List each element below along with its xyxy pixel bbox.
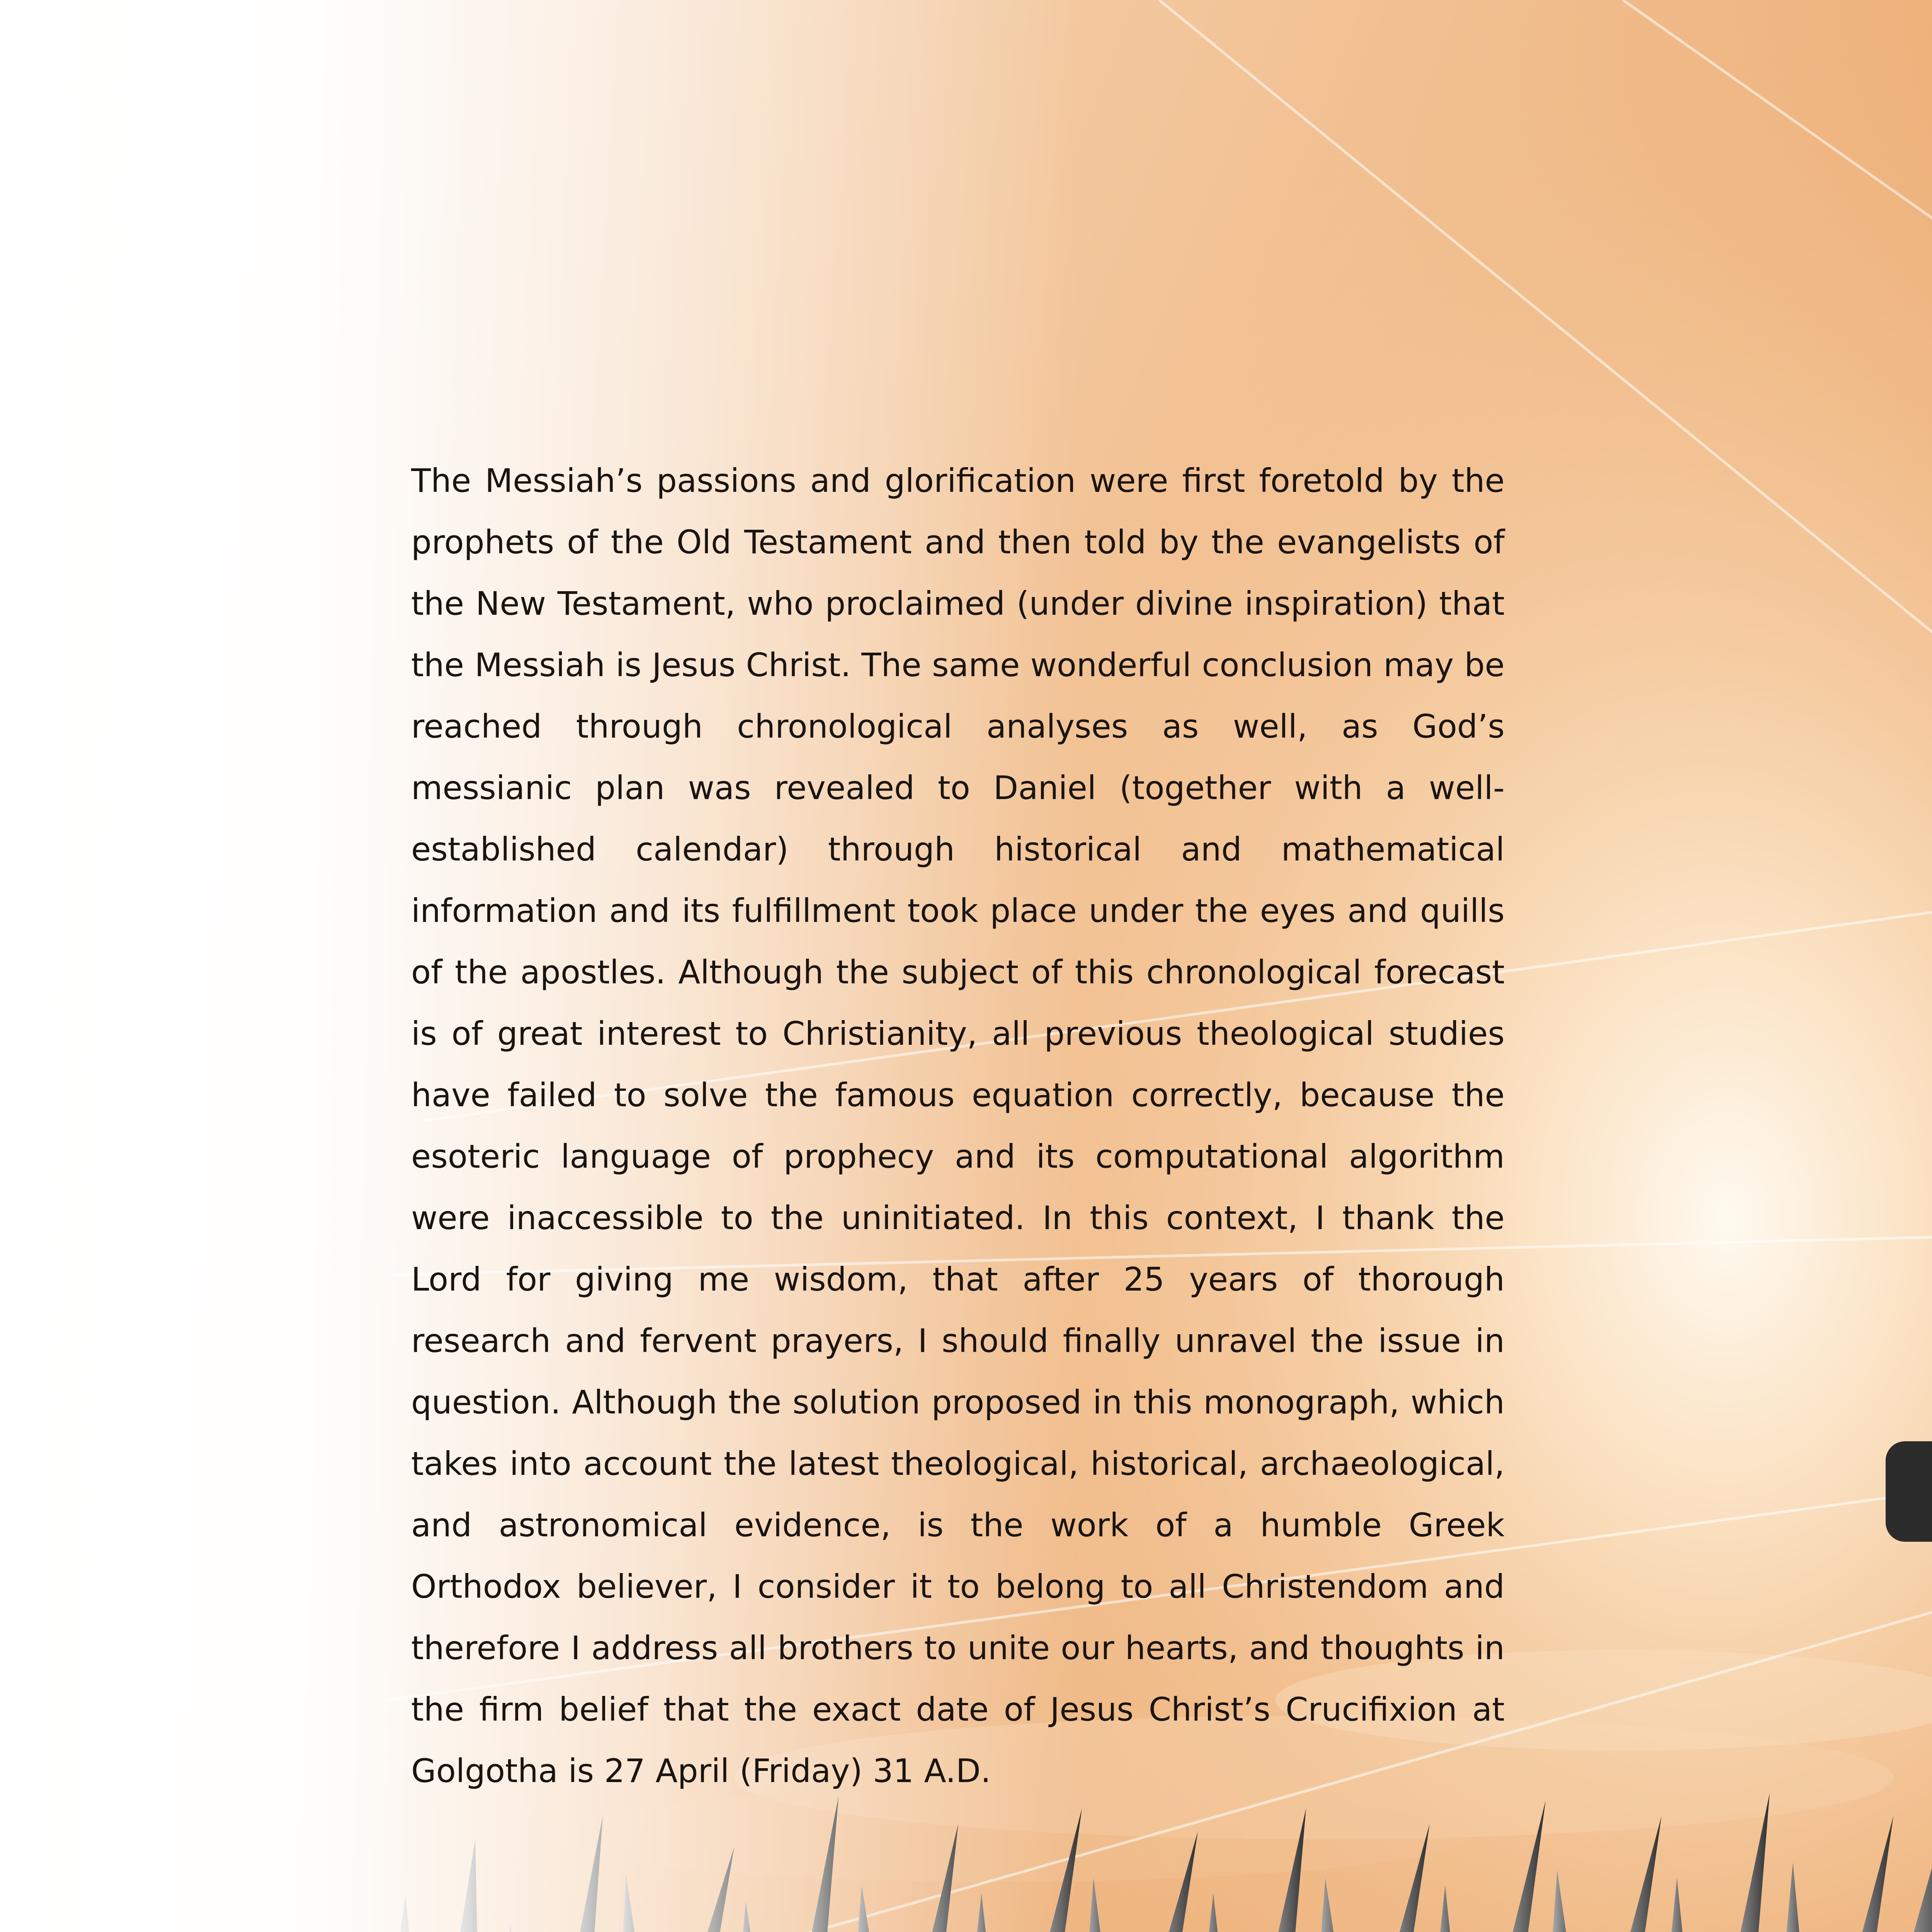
back-cover-blurb: The Messiah’s passions and glorification were first foretold by the prophets of the Old Testament and then told by the evangelists of the New Testament, who proclaimed (under divine inspiration) that the Messiah is Jesus Christ. The same wonderful conclusion may be reached through chronological analyses as well, as God’s messianic plan was revealed to Daniel (together with a well-established calendar) through historical and mathematical information and its fulfillment took place under the eyes and quills of the apostles. Although the subject of this chronological forecast is of great interest to Christianity, all previous theological studies have failed to solve the famous equation correctly, because the esoteric language of prophecy and its computational algorithm were inaccessible to the uninitiated. In this context, I thank the Lord for giving me wisdom, that after 25 years of thorough research and fervent prayers, I should finally unravel the issue in question. Although the solution proposed in this monograph, which takes into account the latest theological, historical, archaeological, and astronomical evidence, is the work of a humble Greek Orthodox believer, I consider it to belong to all Christendom and therefore I address all brothers to unite our hearts, and thoughts in the firm belief that the exact date of Jesus Christ’s Crucifixion at Golgotha is 27 April (Friday) 31 A.D.: [411, 462, 1505, 1790]
